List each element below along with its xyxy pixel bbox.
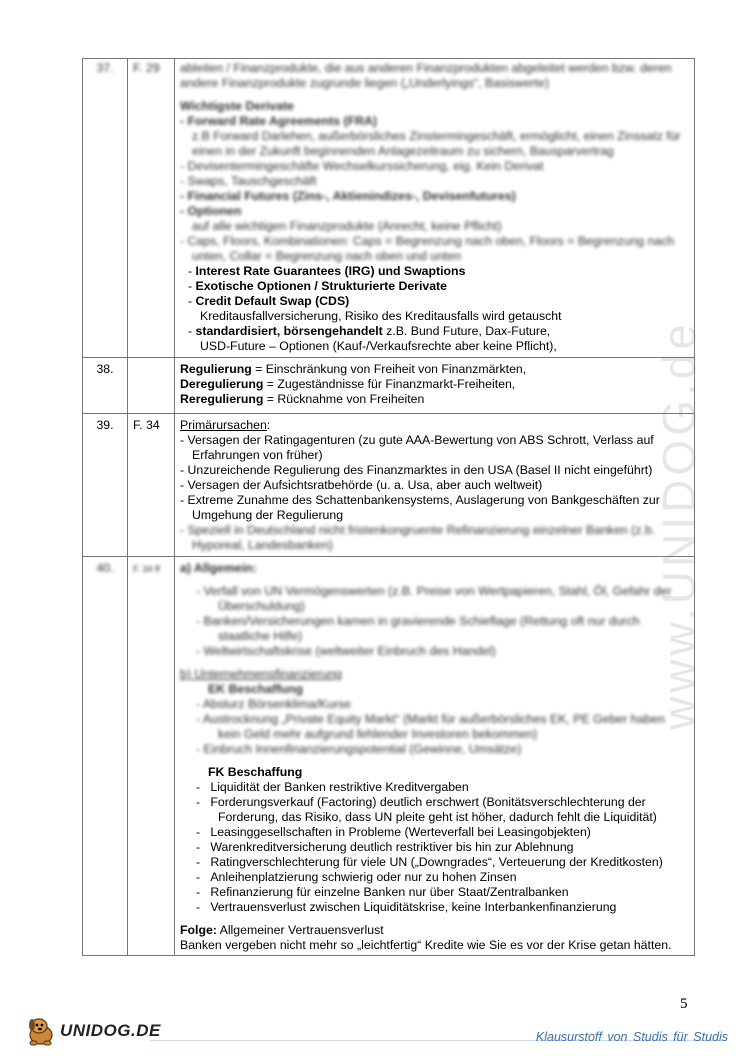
list-item: - Warenkreditversicherung deutlich restriktiver bis hin zur Ablehnung <box>196 840 574 854</box>
dog-icon <box>24 1015 58 1047</box>
definition-line: Reregulierung = Rücknahme von Freiheiten <box>180 392 425 406</box>
row-number: 39. <box>83 414 128 557</box>
row-reference <box>128 358 175 414</box>
conclusion-line: Banken vergeben nicht mehr so „leichtfertig“ Kredite wie Sie es vor der Krise getan hätten. <box>180 938 672 952</box>
watermark: www.UNIDOG.de <box>653 320 705 730</box>
row-content <box>175 557 695 956</box>
row-number: 37. <box>83 59 128 358</box>
list-item: - Versagen der Ratingagenturen (zu gute AAA-Bewertung von ABS Schrott, Verlass auf Erfahrungen von früher) <box>180 433 654 462</box>
conclusion-line: Folge: Allgemeiner Vertrauensverlust <box>180 923 384 937</box>
definition-line: Deregulierung = Zugeständnisse für Finanzmarkt-Freiheiten, <box>180 377 516 391</box>
row-reference: F. 29 <box>128 59 175 358</box>
definition-line: Regulierung = Einschränkung von Freiheit von Finanzmärkten, <box>180 362 527 376</box>
list-item: - Credit Default Swap (CDS) <box>188 294 350 308</box>
list-item: - Anleihenplatzierung schwierig oder nur zu hohen Zinsen <box>196 870 517 884</box>
footer-tagline: Klausurstoff von Studis für Studis <box>535 1030 728 1044</box>
subsection-heading: FK Beschaffung <box>208 765 303 779</box>
list-item: - Forderungsverkauf (Factoring) deutlich erschwert (Bonitätsverschlechterung der Forderung, das Risiko, dass UN pleite geht ist höher, dadurch fehlt die Liquidität) <box>196 795 657 824</box>
list-item: - Vertrauensverlust zwischen Liquiditätskrise, keine Interbankenfinanzierung <box>196 900 617 914</box>
row-reference: F. 34 ff <box>128 557 175 956</box>
row-number: 40. <box>83 557 128 956</box>
table-row <box>83 414 695 557</box>
blurred-section: a) Allgemein: - Verfall von UN Vermögenswerten (z.B. Preise von Wertpapieren, Stahl, Öl, Gefahr der Überschuldung) - Banken/Versicherungen kamen in gravierende Schieflage (Rettung oft nur durch staatliche Hilfe) - Weltwirtschaftskrise (weltweiter Einbruch des Handel) b) Unternehmensfinanzierung EK Beschaffung - Absturz Börsenklima/Kurse - Austrocknung „Private Equity Markt“ (Markt für außerbörsliches EK, PE Geber haben kein Geld mehr aufgrund fehlender Investoren bekommen) - Einbruch Innenfinanzierungspotential (Gewinne, Umsätze) <box>180 561 672 756</box>
list-item: - Liquidität der Banken restriktive Kreditvergaben <box>196 780 469 794</box>
table-row <box>83 557 695 956</box>
list-item: - Refinanzierung für einzelne Banken nur über Staat/Zentralbanken <box>196 885 569 899</box>
logo <box>24 1015 161 1047</box>
row-number: 38. <box>83 358 128 414</box>
list-item: - Leasinggesellschaften in Probleme (Werteverfall bei Leasingobjekten) <box>196 825 591 839</box>
logo-text: UNIDOG.DE <box>60 1021 161 1040</box>
page-number: 5 <box>680 996 688 1012</box>
list-item: - Unzureichende Regulierung des Finanzmarktes in den USA (Basel II nicht eingeführt) <box>180 463 653 477</box>
table-row <box>83 59 695 358</box>
list-item: - Exotische Optionen / Strukturierte Derivate <box>188 279 447 293</box>
blurred-list-item: - Speziell in Deutschland nicht fristenkongruente Refinanzierung einzelner Banken (z.b. Hyporeal, Landesbanken) <box>180 523 656 552</box>
list-item: - Versagen der Aufsichtsratbehörde (u. a. Usa, aber auch weltweit) <box>180 478 543 492</box>
content-table <box>82 58 695 956</box>
row-content <box>175 358 695 414</box>
section-heading: Primärursachen: <box>180 418 271 432</box>
list-item: - Extreme Zunahme des Schattenbankensystems, Auslagerung von Bankgeschäften zur Umgehung der Regulierung <box>180 493 660 522</box>
row-reference: F. 34 <box>128 414 175 557</box>
list-item: - Interest Rate Guarantees (IRG) und Swaptions <box>188 264 466 278</box>
row-content <box>175 414 695 557</box>
list-item: - standardisiert, börsengehandelt z.B. Bund Future, Dax-Future, <box>188 324 551 338</box>
list-item-desc: Kreditausfallversicherung, Risiko des Kreditausfalls wird getauscht <box>200 309 562 323</box>
blurred-section: ableiten / Finanzprodukte, die aus anderen Finanzprodukten abgeleitet werden bzw. deren andere Finanzprodukte zugrunde liegen („Underlyings“, Basiswerte) Wichtigste Derivate - Forward Rate Agreements (FRA) z.B Forward Darlehen, außerbörsliches Zinstermingeschäft, ermöglicht, einen Zinssatz für einen in der Zukunft beginnenden Anlagezeitraum zu sichern, Bausparvertrag - Devisentermingeschäfte Wechselkurssicherung, eig. Kein Derivat - Swaps, Tauschgeschäft - Financial Futures (Zins-, Aktienindizes-, Devisenfutures) - Optionen auf alle wichtigen Finanzprodukte (Anrecht, keine Pflicht) - Caps, Floors, Kombinationen: Caps = Begrenzung nach oben, Floors = Begrenzung nach unten, Collar = Begrenzung nach oben und unten <box>180 61 681 263</box>
list-item: - Ratingverschlechterung für viele UN („Downgrades“, Verteuerung der Kreditkosten) <box>196 855 663 869</box>
table-row <box>83 358 695 414</box>
list-item-desc: USD-Future – Optionen (Kauf-/Verkaufsrechte aber keine Pflicht), <box>200 339 557 353</box>
row-content <box>175 59 695 358</box>
